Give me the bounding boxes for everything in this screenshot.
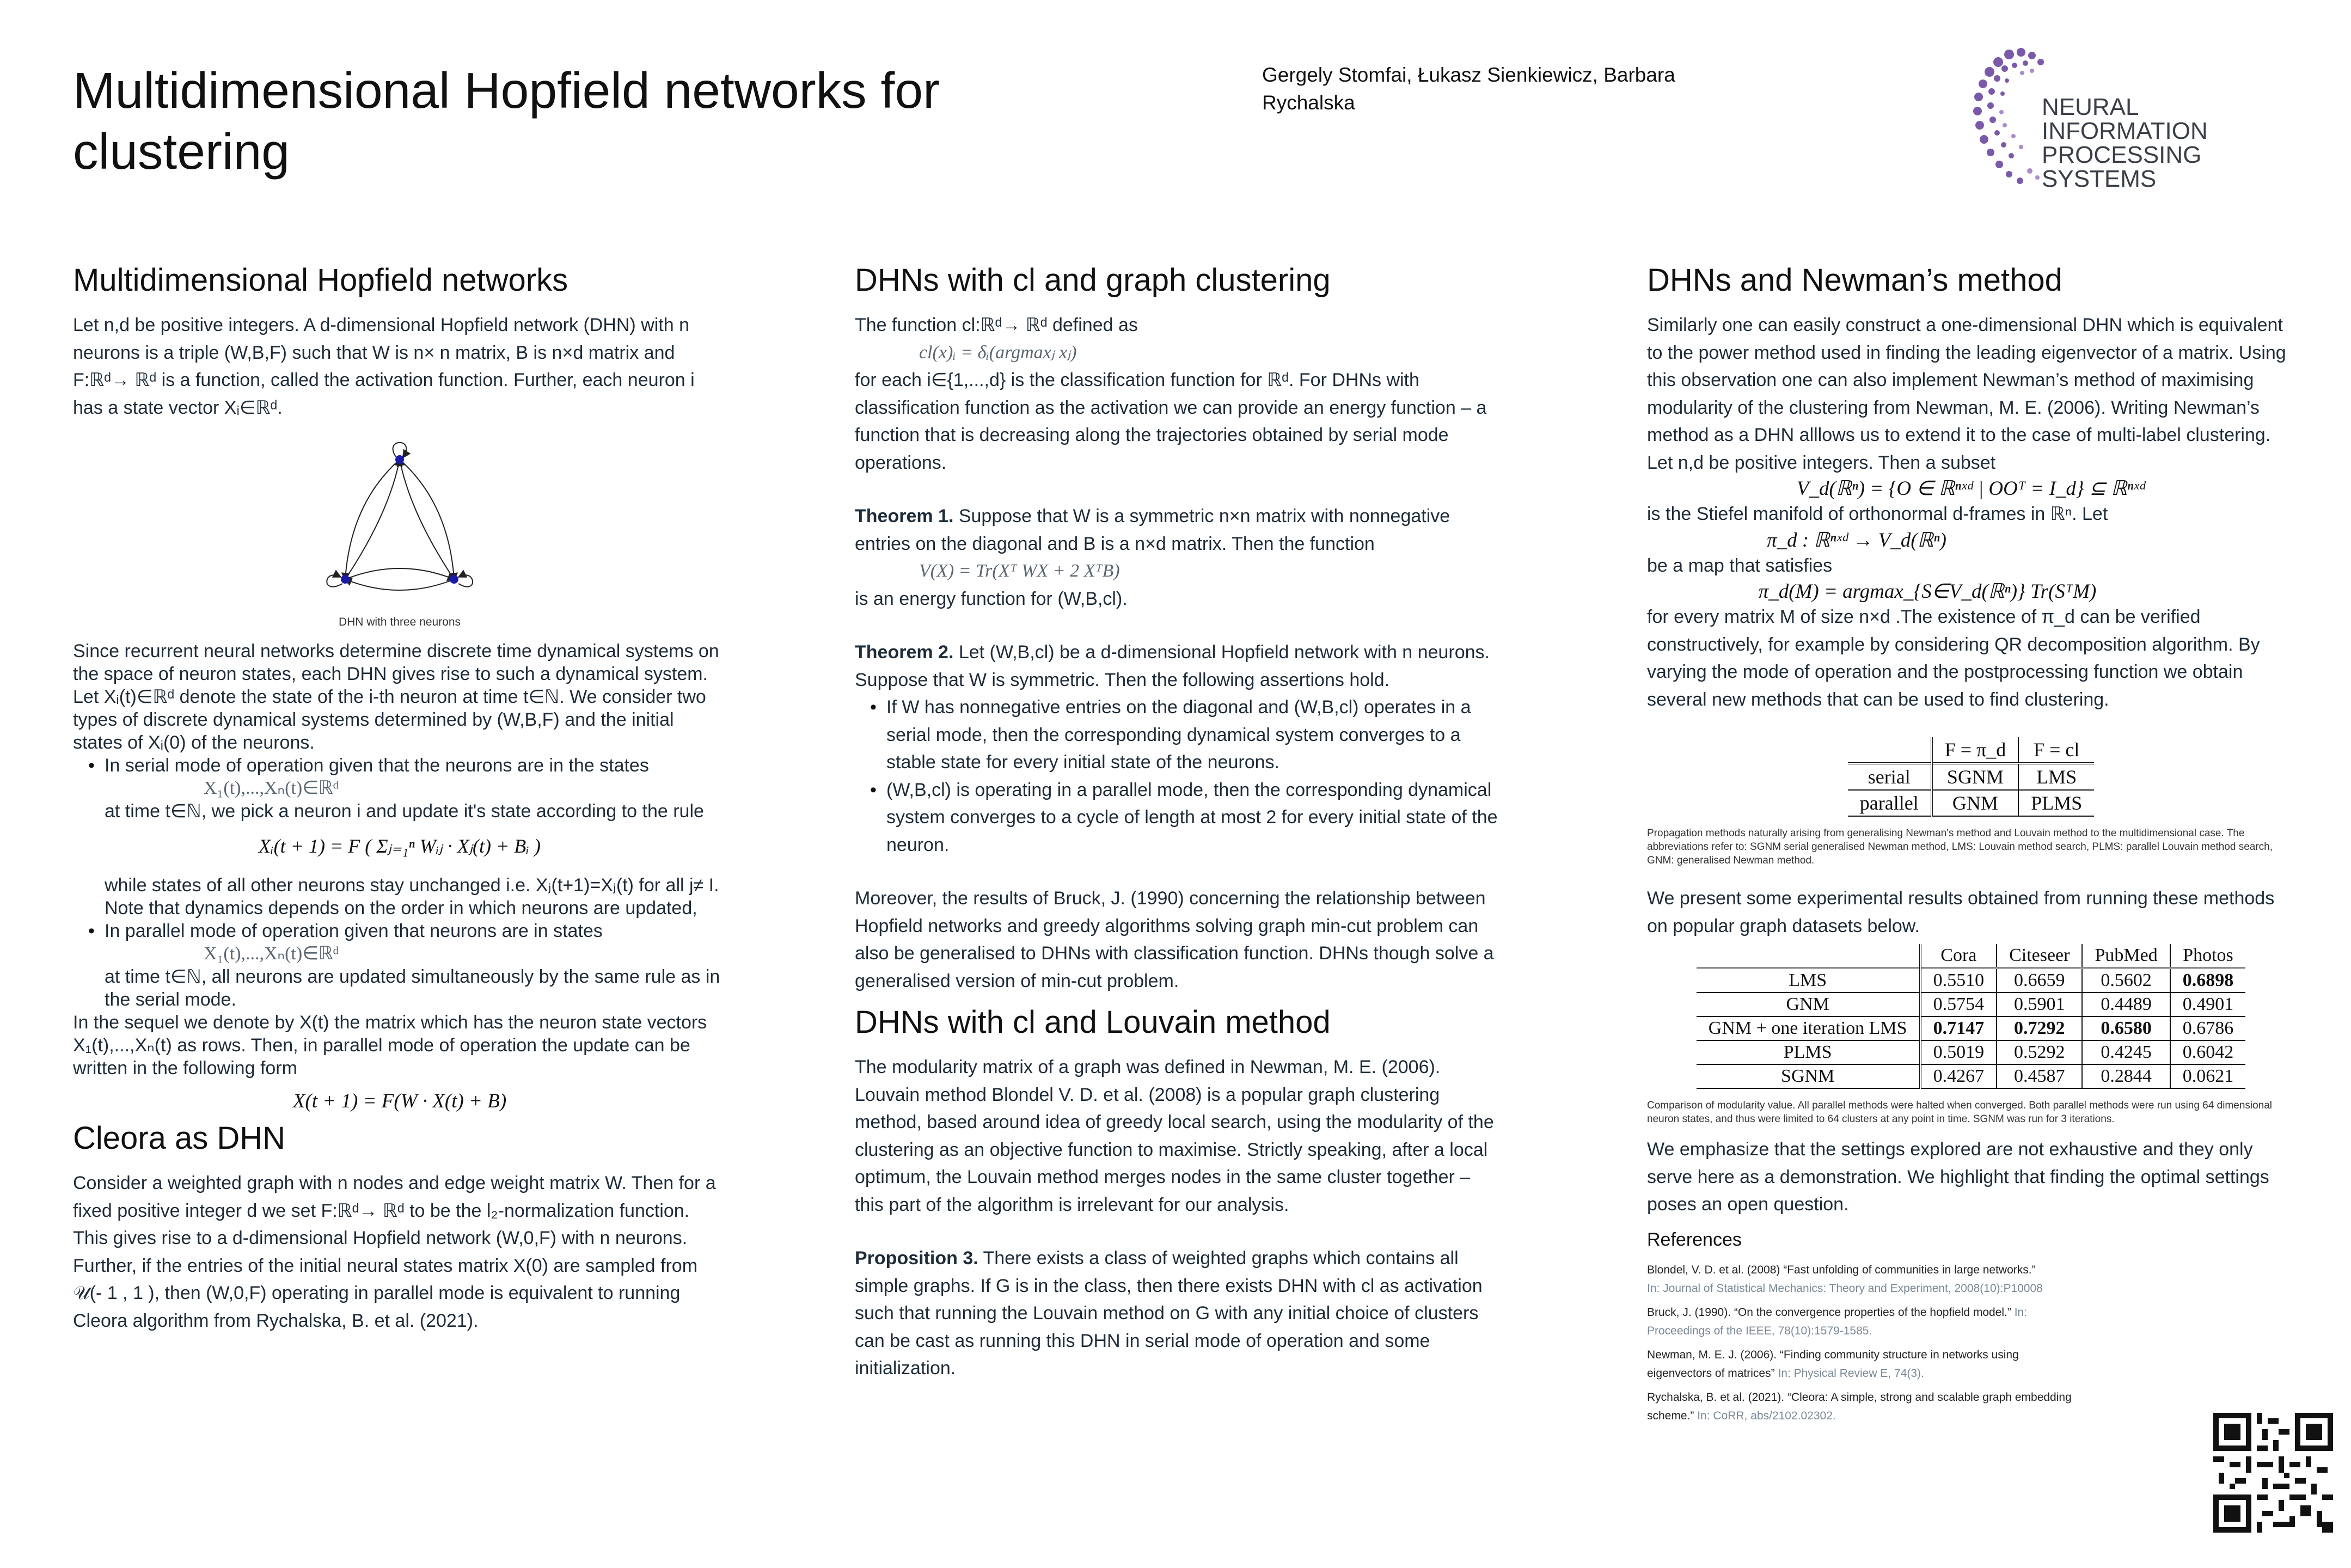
table-cell: 0.6042 (2182, 1042, 2234, 1062)
reference-source: In: CoRR, abs/2102.02302. (1697, 1409, 1836, 1422)
reference-source: In: Proceedings of the IEEE, 78(10):1579-1585. (1647, 1306, 2028, 1337)
verification-text: for every matrix M of size n×d .The existence of π_d can be verified constructively, for example by considering QR decomposition algorithm. By varying the mode of operation and the postprocessing function we obtain several new methods that can be used to find clustering. (1647, 607, 2260, 710)
reference-text: Bruck, J. (1990). “On the convergence properties of the hopfield model.” (1647, 1306, 2011, 1319)
cleora-text: Consider a weighted graph with n nodes and edge weight matrix W. Then for a fixed positive integer d we set F:ℝᵈ→ ℝᵈ to be the l₂-normalization function. This gives rise to a d-dimensional Hopfield network (W,0,F) with n neurons. Further, if the entries of the initial neural states matrix X(0) are sampled from 𝒰(- 1 , 1 ), then (W,0,F) operating in parallel mode is equivalent to running Cleora algorithm from Rychalska, B. et al. (2021). (73, 1173, 716, 1331)
references (1647, 1226, 2295, 1425)
theorem-1-conclusion: is an energy function for (W,B,cl). (855, 588, 1128, 609)
table-cell: 0.5754 (1920, 993, 1997, 1016)
dynamics-intro: Since recurrent neural networks determine discrete time dynamical systems on the space of neuron states, each DHN gives rise to such a dynamical system. Let Xᵢ(t)∈ℝᵈ denote the state of the i-th neuron at time t∈ℕ. We consider two types of discrete dynamical systems determined by (W,B,F) and the initial states of Xᵢ(0) of the neurons. (73, 641, 719, 753)
table-row (1697, 1016, 2245, 1040)
spacer (855, 859, 1503, 885)
serial-states: X₁(t),...,Xₙ(t)∈ℝᵈ (204, 778, 339, 798)
table-cell: GNM + one iteration LMS (1697, 1016, 1920, 1040)
table-cell-best: 0.6580 (2082, 1016, 2170, 1040)
section-heading-dhn: Multidimensional Hopfield networks (73, 262, 568, 298)
table-cell: 0.6786 (2182, 1018, 2234, 1038)
parallel-mode-text: • In parallel mode of operation given that neurons are in states (73, 920, 726, 942)
table-cell: 0.4245 (2082, 1040, 2170, 1064)
serial-update-text: at time t∈ℕ, we pick a neuron i and update it's state according to the rule (105, 801, 704, 822)
argmax-equation: π_d(M) = argmax_{S∈V_d(ℝⁿ)} Tr(SᵀM) (1758, 580, 2097, 603)
map-text: be a map that satisfies (1647, 555, 1833, 576)
table-cell: SGNM (1932, 763, 2019, 790)
column-1 (73, 261, 726, 1334)
section-heading-graph-clustering: DHNs with cl and graph clustering (855, 262, 1331, 298)
bruck-text: Moreover, the results of Bruck, J. (1990) concerning the relationship between Hopfield networks and greedy algorithms solving graph min-cut problem can also be generalised to DHNs with classification function. DHNs though solve a generalised version of min-cut problem. (855, 888, 1494, 991)
stiefel-equation: V_d(ℝⁿ) = {O ∈ ℝⁿˣᵈ | OOᵀ = I_d} ⊆ ℝⁿˣᵈ (1796, 477, 2146, 500)
table-cell: 0.5292 (1997, 1040, 2082, 1064)
serial-update-equation: Xᵢ(t + 1) = F ( Σⱼ₌₁ⁿ Wᵢⱼ · Xⱼ(t) + Bᵢ ) (259, 835, 541, 857)
three-neuron-graph (318, 432, 481, 612)
theorem-2-item-2: • (W,B,cl) is operating in a parallel mode, then the corresponding dynamical system converges to a cycle of length at most 2 for every initial state of the neuron. (855, 776, 1503, 859)
table-row (1848, 790, 2094, 816)
column-3 (1647, 261, 2295, 1431)
parallel-states: X₁(t),...,Xₙ(t)∈ℝᵈ (204, 944, 339, 964)
theorem-2 (855, 639, 1503, 694)
poster-title: Multidimensional Hopfield networks for clustering (73, 62, 940, 180)
logo-line-2: PROCESSING SYSTEMS (2042, 142, 2202, 192)
proposition-3 (855, 1245, 1503, 1382)
theorem-2-text: Let (W,B,cl) be a d-dimensional Hopfield network with n neurons. Suppose that W is symmetric. Then the following assertions hold. (855, 642, 1490, 690)
parallel-update-text: at time t∈ℕ, all neurons are updated simultaneously by the same rule as in the serial mode. (105, 966, 720, 1010)
results-table (1697, 944, 2245, 1089)
table-cell-best: 0.6898 (2182, 970, 2234, 990)
cl-function-text: The function cl:ℝᵈ→ ℝᵈ defined as (855, 315, 1138, 335)
serial-unchanged-text: while states of all other neurons stay unchanged i.e. Xⱼ(t+1)=Xⱼ(t) for all j≠ I. Note that dynamics depends on the order in which neurons are updated, (105, 875, 719, 918)
serial-mode-text: • In serial mode of operation given that the neurons are in the states (73, 754, 726, 777)
table-cell: PLMS (1697, 1040, 1920, 1064)
energy-function-equation: V(X) = Tr(Xᵀ WX + 2 XᵀB) (919, 561, 1120, 581)
qr-code-graphic (2213, 1413, 2333, 1533)
reference-source: In: Journal of Statistical Mechanics: Theory and Experiment, 2008(10):P10008 (1647, 1282, 2043, 1295)
table-cell: GNM (1932, 790, 2019, 816)
methods-table (1848, 737, 2094, 817)
table-cell: 0.4267 (1920, 1064, 1997, 1088)
table-cell-best: 0.7147 (1920, 1016, 1997, 1040)
methods-table-corner (1848, 737, 1932, 763)
stiefel-text: is the Stiefel manifold of orthonormal d-frames in ℝⁿ. Let (1647, 504, 2108, 524)
results-table-header: Photos (2183, 945, 2233, 965)
conclusion-text: We emphasize that the settings explored are not exhaustive and they only serve here as a demonstration. We highlight that finding the optimal settings poses an open question. (1647, 1139, 2269, 1215)
table-cell: 0.5602 (2082, 968, 2170, 993)
reference-item (1647, 1388, 2083, 1425)
section-heading-newman: DHNs and Newman’s method (1647, 262, 2062, 298)
table-cell: LMS (1697, 968, 1920, 993)
theorem-1 (855, 503, 1503, 558)
results-table-corner (1697, 944, 1920, 968)
reference-item (1647, 1303, 2083, 1340)
reference-text: Blondel, V. D. et al. (2008) “Fast unfolding of communities in large networks.” (1647, 1263, 2036, 1276)
table-row (1848, 763, 2094, 790)
section-heading-cleora: Cleora as DHN (73, 1120, 285, 1156)
table-cell: 0.2844 (2082, 1064, 2170, 1088)
theorem-2-label: Theorem 2. (855, 642, 954, 663)
spacer (855, 476, 1503, 503)
table-cell: LMS (2036, 766, 2077, 788)
cl-function-equation: cl(x)ᵢ = δᵢ(argmaxⱼ xⱼ) (919, 342, 1077, 363)
proposition-3-label: Proposition 3. (855, 1248, 978, 1269)
qr-code-icon[interactable] (2213, 1413, 2333, 1533)
table-cell: 0.6659 (1997, 968, 2082, 993)
logo-line-1: NEURAL INFORMATION (2042, 94, 2208, 144)
theorem-2-item-1: • If W has nonnegative entries on the diagonal and (W,B,cl) operates in a serial mode, then the corresponding dynamical system converges to a stable state for every initial state of the neurons. (855, 694, 1503, 776)
logo-dots-icon (1971, 44, 2047, 196)
table-cell: SGNM (1697, 1064, 1920, 1088)
table-cell: parallel (1848, 790, 1932, 816)
section-heading-louvain: DHNs with cl and Louvain method (855, 1004, 1331, 1040)
experiments-intro: We present some experimental results obtained from running these methods on popular graph datasets below. (1647, 888, 2275, 936)
results-table-header: PubMed (2082, 944, 2170, 968)
newman-text: Similarly one can easily construct a one-dimensional DHN which is equivalent to the power method used in finding the leading eigenvector of a matrix. Using this observation one can also implement Newman’s method of maximising modularity of the clustering from Newman, M. E. (2006). Writing Newman’s method as a DHN alllows us to extend it to the case of multi-label clustering. Let n,d be positive integers. Then a subset (1647, 315, 2286, 473)
table-row (1697, 993, 2245, 1016)
neurips-logo (1971, 44, 2309, 196)
spacer (855, 1218, 1503, 1245)
results-table-header: Cora (1920, 944, 1997, 968)
spacer (855, 612, 1503, 639)
authors: Gergely Stomfai, Łukasz Sienkiewicz, Barbara Rychalska (1262, 64, 1675, 114)
classification-text: for each i∈{1,...,d} is the classification function for ℝᵈ. For DHNs with classification function as the activation we can provide an energy function – a function that is decreasing along the trajectories obtained by serial mode operations. (855, 370, 1487, 473)
table-cell: 0.5510 (1920, 968, 1997, 993)
reference-source: In: Physical Review E, 74(3). (1778, 1367, 1924, 1380)
methods-table-caption: Propagation methods naturally arising from generalising Newman's method and Louvain method to the multidimensional case. The abbreviations refer to: SGNM serial generalised Newman method, LMS: Louvain method search, PLMS: parallel Louvain method search, GNM: generalised Newman method. (1647, 828, 2273, 866)
references-title: References (1647, 1229, 1742, 1250)
figure-caption: DHN with three neurons (338, 616, 461, 628)
table-cell: 0.4901 (2182, 994, 2234, 1014)
table-cell: serial (1848, 763, 1932, 790)
matrix-notation-text: In the sequel we denote by X(t) the matrix which has the neuron state vectors X₁(t),...,Xₙ(t) as rows. Then, in parallel mode of operation the update can be written in the following form (73, 1012, 707, 1079)
reference-text: Rychalska, B. et al. (2021). “Cleora: A simple, strong and scalable graph embedding scheme.” (1647, 1391, 2072, 1422)
logo-text (2042, 95, 2309, 191)
results-table-header: Citeseer (1997, 944, 2082, 968)
table-row (1697, 1064, 2245, 1088)
table-cell: 0.4587 (1997, 1064, 2082, 1088)
table-cell-best: 0.7292 (1997, 1016, 2082, 1040)
table-row (1697, 1040, 2245, 1064)
projection-equation: π_d : ℝⁿˣᵈ → V_d(ℝⁿ) (1767, 529, 1946, 552)
dhn-figure (318, 432, 481, 630)
dhn-definition: Let n,d be positive integers. A d-dimensional Hopfield network (DHN) with n neurons is a triple (W,B,F) such that W is n× n matrix, B is n×d matrix and F:ℝᵈ→ ℝᵈ is a function, called the activation function. Further, each neuron i has a state vector Xᵢ∈ℝᵈ. (73, 315, 695, 418)
louvain-text: The modularity matrix of a graph was defined in Newman, M. E. (2006). Louvain method Blondel V. D. et al. (2008) is a popular graph clustering method, based around idea of greedy local search, using the modularity of the clustering as an objective function to maximise. Strictly speaking, after a local optimum, the Louvain method merges nodes in the same cluster together – this part of the algorithm is irrelevant for our analysis. (855, 1057, 1494, 1215)
proposition-3-text: There exists a class of weighted graphs which contains all simple graphs. If G is in the class, then there exists DHN with cl as activation such that running the Louvain method on G with any initial choice of clusters can be cast as running this DHN in serial mode of operation and some initialization. (855, 1248, 1483, 1379)
table-cell: 0.4489 (2082, 993, 2170, 1016)
methods-table-header: F = cl (2034, 739, 2080, 761)
table-cell: 0.5019 (1920, 1040, 1997, 1064)
reference-item (1647, 1346, 2083, 1383)
results-table-caption: Comparison of modularity value. All parallel methods were halted when converged. Both parallel methods were run using 64 dimensional neuron states, and thus were limited to 64 clusters at any point in time. SGNM was run for 3 iterations. (1647, 1100, 2273, 1125)
table-cell: PLMS (2031, 792, 2083, 814)
reference-text: Newman, M. E. J. (2006). “Finding community structure in networks using eigenvectors of matrices” (1647, 1348, 2019, 1380)
parallel-update-equation: X(t + 1) = F(W · X(t) + B) (292, 1090, 507, 1112)
column-2 (855, 261, 1503, 1382)
methods-table-header: F = π_d (1932, 737, 2019, 763)
table-cell: 0.5901 (1997, 993, 2082, 1016)
theorem-1-label: Theorem 1. (855, 506, 954, 526)
table-cell: GNM (1697, 993, 1920, 1016)
table-cell: 0.0621 (2182, 1066, 2234, 1086)
reference-item (1647, 1261, 2083, 1298)
table-row (1697, 968, 2245, 993)
theorem-1-text: Suppose that W is a symmetric n×n matrix with nonnegative entries on the diagonal and B is a n×d matrix. Then the function (855, 506, 1450, 554)
